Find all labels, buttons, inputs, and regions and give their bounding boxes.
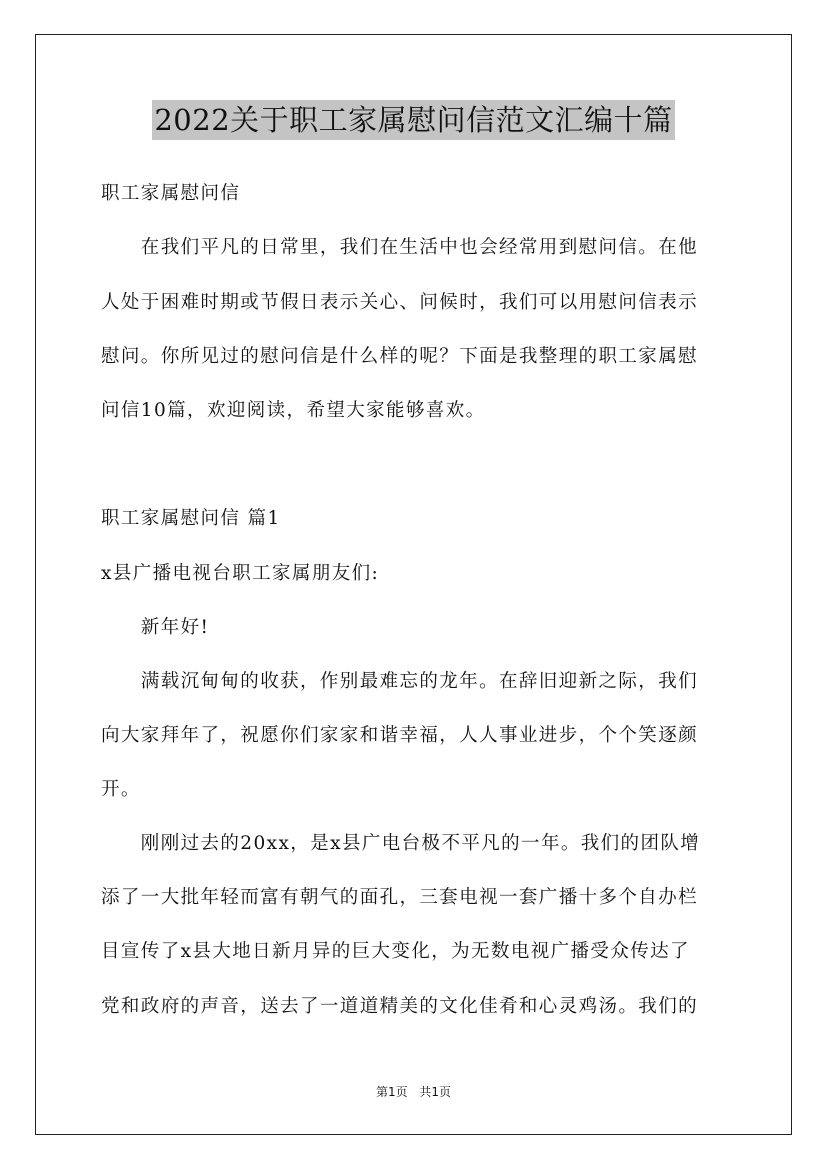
paragraph-line: 在我们平凡的日常里，我们在生活中也会经常用到慰问信。在他 bbox=[101, 237, 699, 258]
paragraph-line: 人处于困难时期或节假日表示关心、问候时，我们可以用慰问信表示 bbox=[101, 292, 699, 313]
section-heading-1: 职工家属慰问信 篇1 bbox=[101, 508, 281, 529]
paragraph-line: 添了一大批年轻而富有朝气的面孔，三套电视一套广播十多个自办栏 bbox=[101, 887, 699, 908]
paragraph-line: 问信10篇，欢迎阅读，希望大家能够喜欢。 bbox=[101, 400, 486, 421]
greeting-line: 新年好! bbox=[101, 617, 210, 638]
paragraph-line: 党和政府的声音，送去了一道道精美的文化佳肴和心灵鸡汤。我们的 bbox=[101, 996, 699, 1017]
title-container bbox=[0, 100, 827, 140]
paragraph-line: 刚刚过去的20xx，是x县广电台极不平凡的一年。我们的团队增 bbox=[101, 833, 701, 854]
document-title: 2022关于职工家属慰问信范文汇编十篇 bbox=[152, 100, 674, 140]
paragraph-line: 目宣传了x县大地日新月异的巨大变化，为无数电视广播受众传达了 bbox=[101, 941, 690, 962]
section-heading-intro: 职工家属慰问信 bbox=[101, 183, 241, 204]
page-number-total: 共1页 bbox=[419, 1085, 452, 1099]
page-number-current: 第1页 bbox=[375, 1085, 408, 1099]
paragraph-line: 满载沉甸甸的收获，作别最难忘的龙年。在辞旧迎新之际，我们 bbox=[101, 671, 699, 692]
page-footer bbox=[0, 1084, 827, 1100]
paragraph-line: 向大家拜年了，祝愿你们家家和谐幸福，人人事业进步，个个笑逐颜 bbox=[101, 725, 699, 746]
salutation-line: x县广播电视台职工家属朋友们: bbox=[101, 563, 380, 584]
paragraph-line: 慰问。你所见过的慰问信是什么样的呢？下面是我整理的职工家属慰 bbox=[101, 346, 699, 367]
paragraph-line: 开。 bbox=[101, 779, 141, 800]
